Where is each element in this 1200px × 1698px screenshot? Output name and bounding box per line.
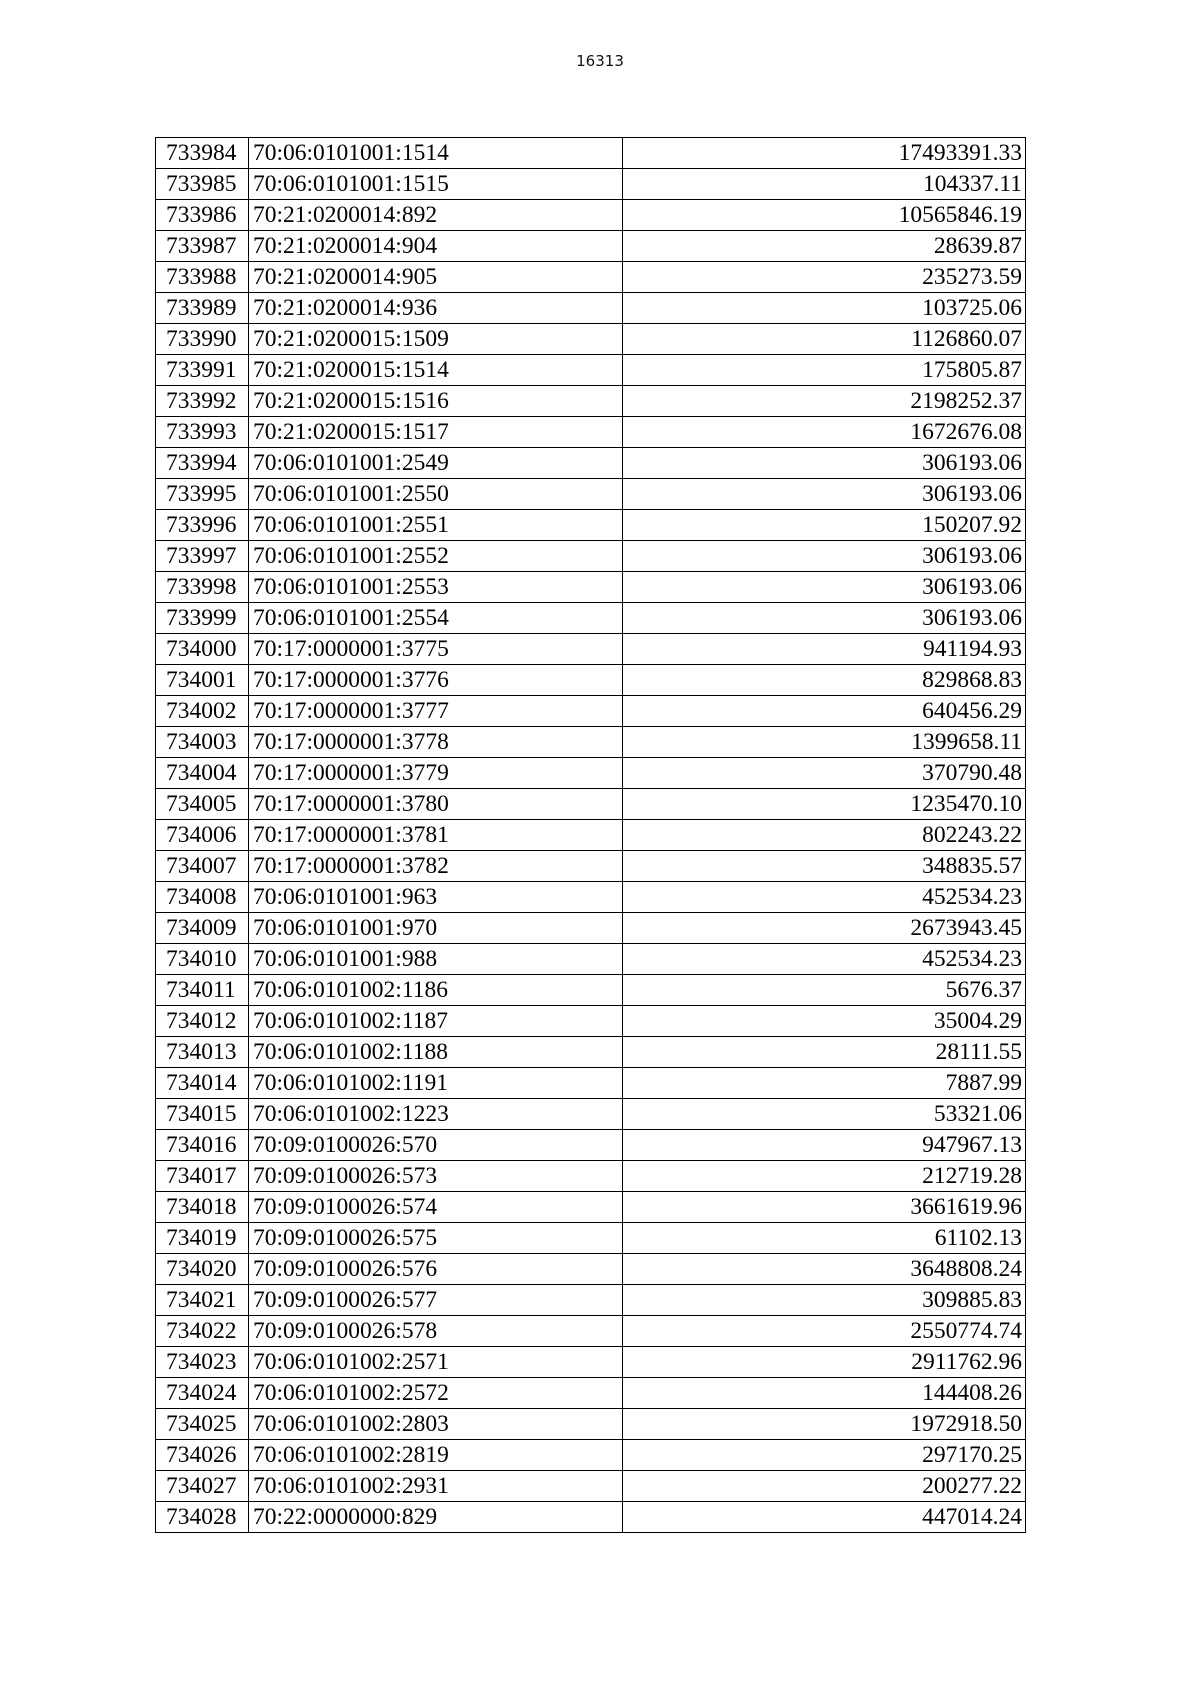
cadastral-value-cell: 103725.06: [623, 293, 1026, 324]
cadastral-number-cell: 70:17:0000001:3781: [249, 820, 623, 851]
cadastral-value-cell: 53321.06: [623, 1099, 1026, 1130]
row-number-cell: 734020: [156, 1254, 249, 1285]
cadastral-value-cell: 144408.26: [623, 1378, 1026, 1409]
table-row: [156, 882, 1026, 913]
table-row: [156, 448, 1026, 479]
table-row: [156, 851, 1026, 882]
row-number-cell: 734001: [156, 665, 249, 696]
cadastral-value-cell: 1126860.07: [623, 324, 1026, 355]
cadastral-value-cell: 104337.11: [623, 169, 1026, 200]
table-row: [156, 231, 1026, 262]
table-row: [156, 1316, 1026, 1347]
table-row: [156, 1068, 1026, 1099]
cadastral-value-cell: 212719.28: [623, 1161, 1026, 1192]
cadastral-value-cell: 306193.06: [623, 448, 1026, 479]
row-number-cell: 733996: [156, 510, 249, 541]
cadastral-value-cell: 348835.57: [623, 851, 1026, 882]
cadastral-number-cell: 70:21:0200015:1517: [249, 417, 623, 448]
table-row: [156, 665, 1026, 696]
cadastral-value-cell: 452534.23: [623, 944, 1026, 975]
cadastral-value-cell: 2198252.37: [623, 386, 1026, 417]
cadastral-value-cell: 28639.87: [623, 231, 1026, 262]
table-row: [156, 1037, 1026, 1068]
row-number-cell: 734016: [156, 1130, 249, 1161]
table-row: [156, 789, 1026, 820]
row-number-cell: 733986: [156, 200, 249, 231]
cadastral-number-cell: 70:06:0101002:1187: [249, 1006, 623, 1037]
table-row: [156, 138, 1026, 169]
row-number-cell: 734012: [156, 1006, 249, 1037]
cadastral-number-cell: 70:06:0101001:2549: [249, 448, 623, 479]
cadastral-value-cell: 306193.06: [623, 572, 1026, 603]
cadastral-number-cell: 70:06:0101001:988: [249, 944, 623, 975]
cadastral-number-cell: 70:06:0101002:2931: [249, 1471, 623, 1502]
cadastral-value-cell: 7887.99: [623, 1068, 1026, 1099]
cadastral-number-cell: 70:17:0000001:3775: [249, 634, 623, 665]
row-number-cell: 734002: [156, 696, 249, 727]
row-number-cell: 733993: [156, 417, 249, 448]
row-number-cell: 734028: [156, 1502, 249, 1533]
cadastral-number-cell: 70:09:0100026:575: [249, 1223, 623, 1254]
cadastral-value-cell: 2673943.45: [623, 913, 1026, 944]
row-number-cell: 734027: [156, 1471, 249, 1502]
cadastral-number-cell: 70:06:0101002:1186: [249, 975, 623, 1006]
cadastral-number-cell: 70:06:0101002:2803: [249, 1409, 623, 1440]
row-number-cell: 734010: [156, 944, 249, 975]
table-row: [156, 293, 1026, 324]
cadastral-value-cell: 1972918.50: [623, 1409, 1026, 1440]
cadastral-value-cell: 447014.24: [623, 1502, 1026, 1533]
cadastral-value-cell: 17493391.33: [623, 138, 1026, 169]
cadastral-value-table: [155, 137, 1026, 1533]
row-number-cell: 734014: [156, 1068, 249, 1099]
cadastral-value-cell: 640456.29: [623, 696, 1026, 727]
table-row: [156, 603, 1026, 634]
row-number-cell: 733988: [156, 262, 249, 293]
cadastral-number-cell: 70:21:0200014:936: [249, 293, 623, 324]
cadastral-number-cell: 70:09:0100026:577: [249, 1285, 623, 1316]
cadastral-number-cell: 70:17:0000001:3782: [249, 851, 623, 882]
row-number-cell: 734003: [156, 727, 249, 758]
table-row: [156, 758, 1026, 789]
page-number: 16313: [576, 52, 624, 70]
row-number-cell: 734011: [156, 975, 249, 1006]
table-row: [156, 200, 1026, 231]
cadastral-value-cell: 35004.29: [623, 1006, 1026, 1037]
cadastral-number-cell: 70:06:0101001:2551: [249, 510, 623, 541]
table-row: [156, 913, 1026, 944]
row-number-cell: 734017: [156, 1161, 249, 1192]
row-number-cell: 734004: [156, 758, 249, 789]
row-number-cell: 734023: [156, 1347, 249, 1378]
row-number-cell: 733999: [156, 603, 249, 634]
table-row: [156, 727, 1026, 758]
row-number-cell: 733998: [156, 572, 249, 603]
cadastral-number-cell: 70:06:0101002:2572: [249, 1378, 623, 1409]
table-row: [156, 510, 1026, 541]
table-row: [156, 386, 1026, 417]
cadastral-value-cell: 28111.55: [623, 1037, 1026, 1068]
cadastral-number-cell: 70:09:0100026:570: [249, 1130, 623, 1161]
cadastral-value-cell: 235273.59: [623, 262, 1026, 293]
row-number-cell: 734024: [156, 1378, 249, 1409]
cadastral-value-cell: 941194.93: [623, 634, 1026, 665]
row-number-cell: 734013: [156, 1037, 249, 1068]
table-row: [156, 1192, 1026, 1223]
cadastral-value-cell: 306193.06: [623, 603, 1026, 634]
cadastral-value-cell: 61102.13: [623, 1223, 1026, 1254]
table-row: [156, 1254, 1026, 1285]
table-body: [156, 138, 1026, 1533]
table-row: [156, 1440, 1026, 1471]
row-number-cell: 734019: [156, 1223, 249, 1254]
table-row: [156, 169, 1026, 200]
cadastral-value-cell: 2911762.96: [623, 1347, 1026, 1378]
cadastral-value-cell: 200277.22: [623, 1471, 1026, 1502]
cadastral-number-cell: 70:21:0200014:905: [249, 262, 623, 293]
row-number-cell: 734026: [156, 1440, 249, 1471]
row-number-cell: 733997: [156, 541, 249, 572]
cadastral-number-cell: 70:22:0000000:829: [249, 1502, 623, 1533]
table-row: [156, 1099, 1026, 1130]
cadastral-number-cell: 70:09:0100026:574: [249, 1192, 623, 1223]
table-row: [156, 1285, 1026, 1316]
cadastral-value-cell: 2550774.74: [623, 1316, 1026, 1347]
table-row: [156, 1347, 1026, 1378]
cadastral-value-cell: 802243.22: [623, 820, 1026, 851]
cadastral-number-cell: 70:06:0101001:1514: [249, 138, 623, 169]
row-number-cell: 733985: [156, 169, 249, 200]
table-row: [156, 696, 1026, 727]
row-number-cell: 733987: [156, 231, 249, 262]
cadastral-value-cell: 175805.87: [623, 355, 1026, 386]
row-number-cell: 734005: [156, 789, 249, 820]
row-number-cell: 733995: [156, 479, 249, 510]
table-row: [156, 541, 1026, 572]
row-number-cell: 734007: [156, 851, 249, 882]
cadastral-value-cell: 3661619.96: [623, 1192, 1026, 1223]
cadastral-value-cell: 3648808.24: [623, 1254, 1026, 1285]
cadastral-value-cell: 10565846.19: [623, 200, 1026, 231]
cadastral-value-cell: 309885.83: [623, 1285, 1026, 1316]
table-row: [156, 975, 1026, 1006]
cadastral-number-cell: 70:17:0000001:3779: [249, 758, 623, 789]
cadastral-number-cell: 70:06:0101002:1223: [249, 1099, 623, 1130]
row-number-cell: 734018: [156, 1192, 249, 1223]
cadastral-number-cell: 70:06:0101001:2553: [249, 572, 623, 603]
table-row: [156, 262, 1026, 293]
table-row: [156, 1130, 1026, 1161]
table-row: [156, 1223, 1026, 1254]
row-number-cell: 734009: [156, 913, 249, 944]
cadastral-number-cell: 70:21:0200015:1516: [249, 386, 623, 417]
cadastral-value-cell: 5676.37: [623, 975, 1026, 1006]
table-row: [156, 944, 1026, 975]
cadastral-number-cell: 70:06:0101002:1188: [249, 1037, 623, 1068]
row-number-cell: 734021: [156, 1285, 249, 1316]
table-row: [156, 417, 1026, 448]
cadastral-number-cell: 70:06:0101002:2819: [249, 1440, 623, 1471]
cadastral-number-cell: 70:17:0000001:3777: [249, 696, 623, 727]
cadastral-value-cell: 297170.25: [623, 1440, 1026, 1471]
table-row: [156, 479, 1026, 510]
cadastral-value-cell: 1235470.10: [623, 789, 1026, 820]
cadastral-value-cell: 1672676.08: [623, 417, 1026, 448]
cadastral-value-cell: 1399658.11: [623, 727, 1026, 758]
cadastral-value-cell: 452534.23: [623, 882, 1026, 913]
cadastral-value-cell: 829868.83: [623, 665, 1026, 696]
cadastral-number-cell: 70:21:0200014:892: [249, 200, 623, 231]
table-row: [156, 820, 1026, 851]
table-row: [156, 355, 1026, 386]
row-number-cell: 733992: [156, 386, 249, 417]
cadastral-number-cell: 70:06:0101001:970: [249, 913, 623, 944]
table-row: [156, 572, 1026, 603]
row-number-cell: 734006: [156, 820, 249, 851]
cadastral-value-cell: 150207.92: [623, 510, 1026, 541]
cadastral-number-cell: 70:17:0000001:3778: [249, 727, 623, 758]
cadastral-number-cell: 70:21:0200014:904: [249, 231, 623, 262]
table-row: [156, 634, 1026, 665]
row-number-cell: 733989: [156, 293, 249, 324]
table-row: [156, 1502, 1026, 1533]
row-number-cell: 733984: [156, 138, 249, 169]
row-number-cell: 734015: [156, 1099, 249, 1130]
table-row: [156, 1161, 1026, 1192]
table-row: [156, 1006, 1026, 1037]
cadastral-number-cell: 70:21:0200015:1514: [249, 355, 623, 386]
cadastral-number-cell: 70:09:0100026:573: [249, 1161, 623, 1192]
row-number-cell: 733990: [156, 324, 249, 355]
cadastral-value-cell: 306193.06: [623, 479, 1026, 510]
cadastral-value-cell: 947967.13: [623, 1130, 1026, 1161]
cadastral-number-cell: 70:06:0101001:2554: [249, 603, 623, 634]
row-number-cell: 734025: [156, 1409, 249, 1440]
row-number-cell: 734022: [156, 1316, 249, 1347]
row-number-cell: 733994: [156, 448, 249, 479]
cadastral-number-cell: 70:06:0101001:1515: [249, 169, 623, 200]
cadastral-number-cell: 70:06:0101001:963: [249, 882, 623, 913]
table-row: [156, 1409, 1026, 1440]
table-row: [156, 1471, 1026, 1502]
table-row: [156, 324, 1026, 355]
cadastral-number-cell: 70:17:0000001:3780: [249, 789, 623, 820]
cadastral-number-cell: 70:21:0200015:1509: [249, 324, 623, 355]
cadastral-number-cell: 70:17:0000001:3776: [249, 665, 623, 696]
cadastral-number-cell: 70:06:0101001:2550: [249, 479, 623, 510]
cadastral-number-cell: 70:06:0101002:1191: [249, 1068, 623, 1099]
row-number-cell: 733991: [156, 355, 249, 386]
cadastral-number-cell: 70:09:0100026:578: [249, 1316, 623, 1347]
cadastral-number-cell: 70:06:0101002:2571: [249, 1347, 623, 1378]
cadastral-value-cell: 370790.48: [623, 758, 1026, 789]
table-row: [156, 1378, 1026, 1409]
cadastral-number-cell: 70:09:0100026:576: [249, 1254, 623, 1285]
row-number-cell: 734000: [156, 634, 249, 665]
row-number-cell: 734008: [156, 882, 249, 913]
cadastral-value-cell: 306193.06: [623, 541, 1026, 572]
cadastral-number-cell: 70:06:0101001:2552: [249, 541, 623, 572]
